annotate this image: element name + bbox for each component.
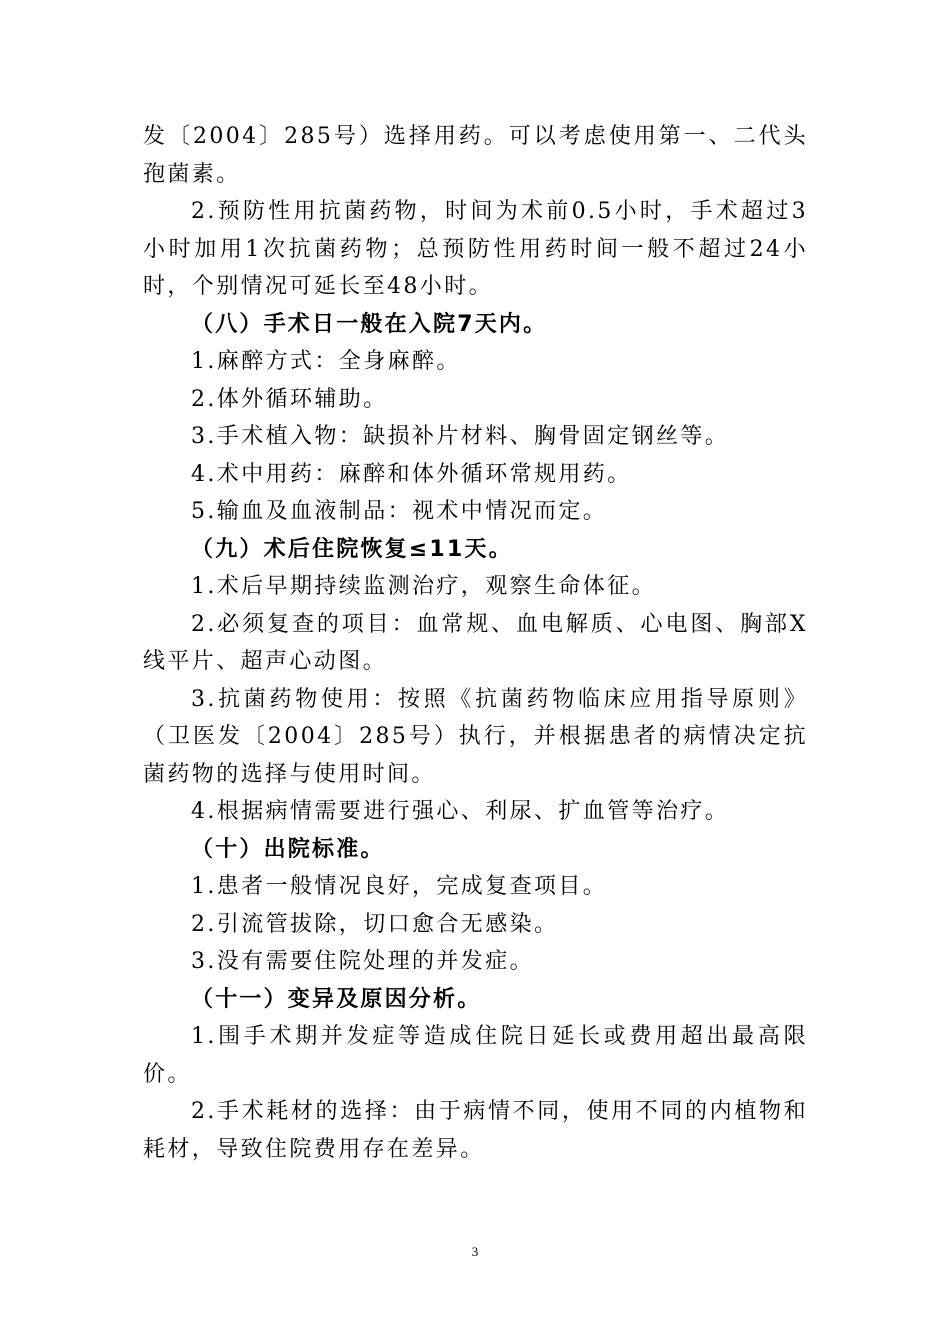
section-heading-11: （十一）变异及原因分析。 — [191, 986, 482, 1012]
paragraph-implants: 3.手术植入物：缺损补片材料、胸骨固定钢丝等。 — [191, 424, 730, 449]
section-heading-9: （九）术后住院恢复≤11天。 — [191, 536, 513, 562]
document-body — [143, 118, 808, 1168]
paragraph-continuation: 发〔2004〕285号）选择用药。可以考虑使用第一、二代头孢菌素。 — [143, 124, 808, 187]
paragraph-antibiotic-use: 3.抗菌药物使用：按照《抗菌药物临床应用指导原则》（卫医发〔2004〕285号）执行，并根据患者的病情决定抗菌药物的选择与使用时间。 — [143, 686, 808, 787]
paragraph-surgical-consumables: 2.手术耗材的选择：由于病情不同，使用不同的内植物和耗材，导致住院费用存在差异。 — [143, 1099, 808, 1162]
paragraph-cardiopulmonary-bypass: 2.体外循环辅助。 — [191, 386, 388, 412]
paragraph-discharge-condition: 1.患者一般情况良好，完成复查项目。 — [191, 874, 608, 899]
paragraph-prophylactic-antibiotics: 2.预防性用抗菌药物，时间为术前0.5小时，手术超过3小时加用1次抗菌药物；总预防性用药时间一般不超过24小时，个别情况可延长至48小时。 — [143, 199, 808, 299]
paragraph-intraoperative-drugs: 4.术中用药：麻醉和体外循环常规用药。 — [191, 461, 632, 487]
paragraph-perioperative-complications: 1.围手术期并发症等造成住院日延长或费用超出最高限价。 — [143, 1024, 808, 1087]
paragraph-anesthesia: 1.麻醉方式：全身麻醉。 — [191, 349, 461, 374]
page-number: 3 — [471, 1244, 479, 1259]
paragraph-required-tests: 2.必须复查的项目：血常规、血电解质、心电图、胸部X线平片、超声心动图。 — [143, 611, 808, 674]
paragraph-monitoring: 1.术后早期持续监测治疗，观察生命体征。 — [191, 574, 656, 599]
paragraph-drainage-removed: 2.引流管拔除，切口愈合无感染。 — [191, 911, 559, 937]
section-heading-8: （八）手术日一般在入院7天内。 — [191, 311, 548, 337]
section-heading-10: （十）出院标准。 — [191, 836, 385, 862]
paragraph-no-complications: 3.没有需要住院处理的并发症。 — [191, 949, 534, 974]
paragraph-transfusion: 5.输血及血液制品：视术中情况而定。 — [191, 499, 608, 524]
paragraph-treatment: 4.根据病情需要进行强心、利尿、扩血管等治疗。 — [191, 799, 730, 824]
